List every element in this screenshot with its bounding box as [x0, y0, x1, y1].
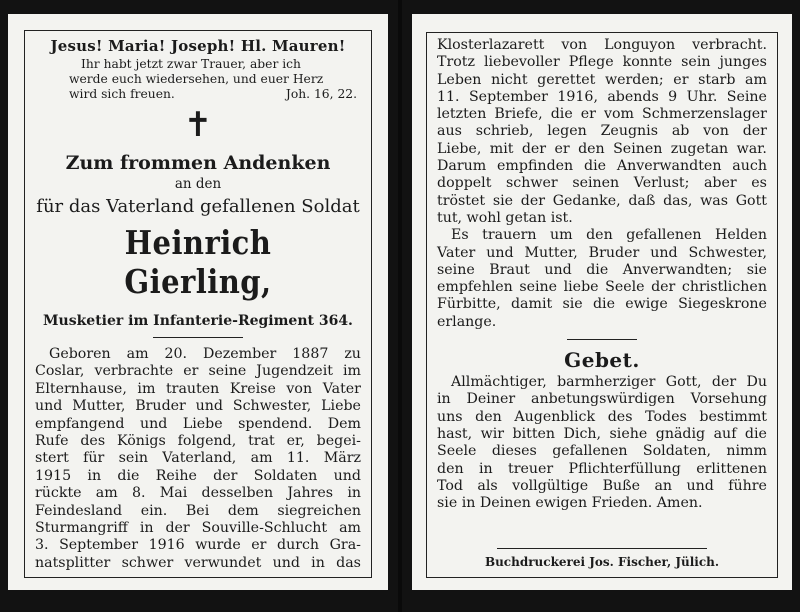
mourners-line: erlange.	[437, 313, 497, 330]
prayer-line: Tod als vollgültige Buße an und führe	[437, 477, 767, 494]
biography-continued-line: aus schrieb, legen Zeugnis ab von der	[437, 123, 767, 140]
quote-reference: Joh. 16, 22.	[285, 87, 357, 101]
biography-line: Rufe des Königs folgend, trat er, begei-	[35, 433, 361, 450]
biography-line: Geboren am 20. Dezember 1887 zu	[49, 346, 361, 362]
biography-continued-line: doppelt schwer seinen Verlust; aber es	[437, 175, 767, 192]
soldier-rank: Musketier im Infanterie-Regiment 364.	[43, 313, 353, 329]
fallen-soldier-line: für das Vaterland gefallenen Soldat	[36, 196, 360, 217]
biography-line: Coslar, verbrachte er seine Jugendzeit im	[35, 363, 361, 380]
biography-continued-line: Liebe, mit der er den Seinen zugetan war.	[437, 140, 767, 157]
biography-line: rückte am 8. Mai desselben Jahres in	[35, 485, 361, 502]
right-border-frame	[426, 32, 778, 578]
quote-line-2: werde euch wiedersehen, und euer Herz	[69, 72, 324, 86]
biography-line: 3. September 1916 wurde er durch Gra-	[35, 537, 361, 554]
printer-credit: Buchdruckerei Jos. Fischer, Jülich.	[484, 555, 720, 569]
invocation-heading: Jesus! Maria! Joseph! Hl. Mauren!	[50, 37, 346, 55]
prayer-line: den in treuer Pflichterfüllung erlittenen	[437, 460, 767, 477]
biography-line: stert für sein Vaterland, am 11. März	[35, 450, 361, 467]
cross-icon: ✝	[183, 105, 213, 145]
biography-continued-line: 11. September 1916, abends 9 Uhr. Seine	[437, 88, 767, 105]
biography-line: und Mutter, Bruder und Schwester, Liebe	[35, 398, 361, 415]
left-card-page	[0, 0, 398, 612]
divider-rule	[153, 337, 243, 338]
prayer-text	[437, 374, 767, 512]
an-den-text: an den	[174, 176, 222, 192]
divider-rule	[567, 339, 637, 340]
right-paper	[412, 14, 792, 590]
biography-line: 1915 in die Reihe der Soldaten und	[35, 467, 361, 484]
biography-continued-line: tröstet sie der Gedanke, daß das, was Gott	[437, 192, 767, 209]
mourners-text	[437, 227, 767, 331]
mourners-line: Vater und Mutter, Bruder und Schwester,	[437, 244, 767, 261]
prayer-line: Allmächtiger, barmherziger Gott, der Du	[451, 374, 767, 391]
biography-line: Sturmangriff in der Souville-Schlucht am	[35, 520, 361, 537]
biography-continued-line: Leben nicht gerettet werden; er starb am	[437, 71, 767, 88]
mourners-line: empfehlen seine liebe Seele der christlichen	[437, 279, 767, 296]
prayer-line: hast, wir bitten Dich, siehe gnädig auf die	[437, 425, 767, 442]
biography-continued-line: tut, wohl getan ist.	[437, 209, 573, 226]
bible-quote	[35, 57, 361, 102]
prayer-line: Seele dieses gefallenen Soldaten, nimm	[437, 443, 767, 460]
prayer-line: uns den Augenblick des Todes bestimmt	[437, 408, 767, 425]
biography-text	[35, 346, 361, 572]
biography-continued-text	[437, 37, 767, 227]
biography-continued-line: Trotz liebevoller Pflege konnte sein junges	[437, 54, 767, 71]
memorial-heading: Zum frommen Andenken	[65, 152, 331, 174]
prayer-line: in Deiner anbetungswürdigen Vorsehung	[437, 391, 767, 408]
quote-line-1: Ihr habt jetzt zwar Trauer, aber ich	[81, 57, 301, 71]
mourners-line: Fürbitte, damit sie die ewige Siegeskrone	[437, 296, 767, 313]
left-border-frame	[24, 30, 372, 578]
biography-line: Elternhause, im trauten Kreise von Vater	[35, 380, 361, 397]
prayer-title: Gebet.	[564, 348, 640, 373]
biography-line: empfangend und Liebe spendend. Dem	[35, 415, 361, 432]
prayer-line: sie in Deinen ewigen Frieden. Amen.	[437, 495, 703, 512]
biography-continued-line: Darum empfinden die Anverwandten auch	[437, 158, 767, 175]
quote-line-3: wird sich freuen.	[69, 87, 175, 101]
biography-line: Feindesland ein. Bei dem siegreichen	[35, 502, 361, 519]
mourners-line: seine Braut und die Anverwandten; sie	[437, 261, 767, 278]
mourners-line: Es trauern um den gefallenen Helden	[451, 227, 767, 244]
left-paper	[8, 14, 388, 590]
biography-continued-line: letzten Briefe, die er vom Schmerzenslager	[437, 106, 767, 123]
printer-rule	[497, 548, 707, 549]
biography-continued-line: Klosterlazarett von Longuyon verbracht.	[437, 37, 767, 53]
right-card-page	[402, 0, 800, 612]
biography-line: natsplitter schwer verwundet und in das	[35, 554, 361, 571]
soldier-name: Heinrich Gierling,	[124, 223, 272, 301]
